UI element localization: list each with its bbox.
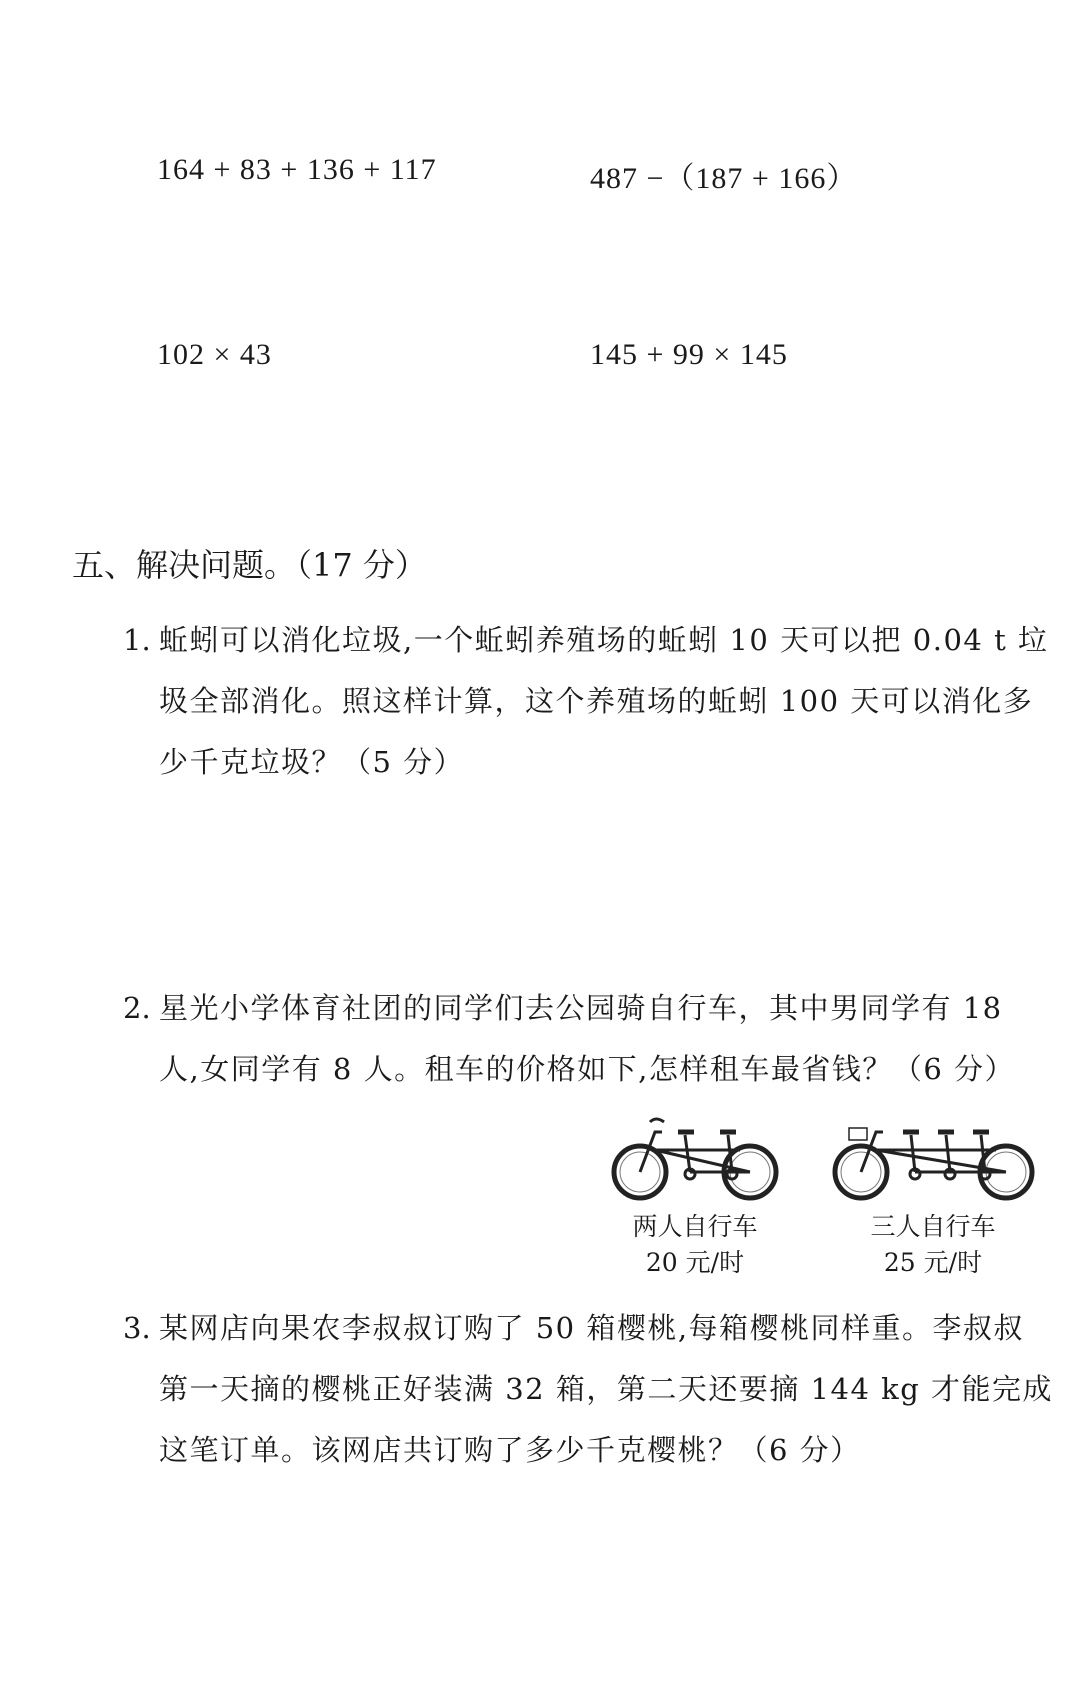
tandem-bike-three-seat: [828, 1110, 1038, 1281]
problem-number: 3.: [123, 1311, 151, 1345]
calc-expression-3: 102 × 43: [157, 338, 272, 371]
problem-1: [123, 610, 1053, 793]
section-title: 五、解决问题。（17 分）: [72, 546, 427, 584]
calc-expression-1: 164 + 83 + 136 + 117: [157, 153, 437, 186]
tandem-bike-two-seat: [605, 1110, 785, 1281]
calc-expression-4: 145 + 99 × 145: [590, 338, 788, 371]
problem-text: 星光小学体育社团的同学们去公园骑自行车，其中男同学有 18 人,女同学有 8 人。租车的价格如下,怎样租车最省钱？（6 分）: [159, 991, 1015, 1086]
bike-name: 三人自行车: [870, 1212, 996, 1241]
problem-3: [123, 1298, 1053, 1481]
triplet-bike-icon: [831, 1110, 1036, 1205]
bike-name: 两人自行车: [632, 1212, 758, 1241]
bike-price: 20 元/时: [645, 1248, 745, 1277]
bike-price: 25 元/时: [883, 1248, 983, 1277]
problem-number: 2.: [123, 991, 151, 1025]
problem-number: 1.: [123, 623, 151, 657]
calc-expression-2: 487 −（187 + 166）: [590, 162, 858, 195]
problem-text: 某网店向果农李叔叔订购了 50 箱樱桃,每箱樱桃同样重。李叔叔第一天摘的樱桃正好装满 32 箱，第二天还要摘 144 kg 才能完成这笔订单。该网店共订购了多少千克樱桃？（6 分）: [159, 1311, 1053, 1467]
tandem-bike-icon: [610, 1110, 780, 1205]
problem-text: 蚯蚓可以消化垃圾,一个蚯蚓养殖场的蚯蚓 10 天可以把 0.04 t 垃圾全部消化。照这样计算，这个养殖场的蚯蚓 100 天可以消化多少千克垃圾？（5 分）: [159, 623, 1049, 779]
problem-2: [123, 978, 1053, 1100]
